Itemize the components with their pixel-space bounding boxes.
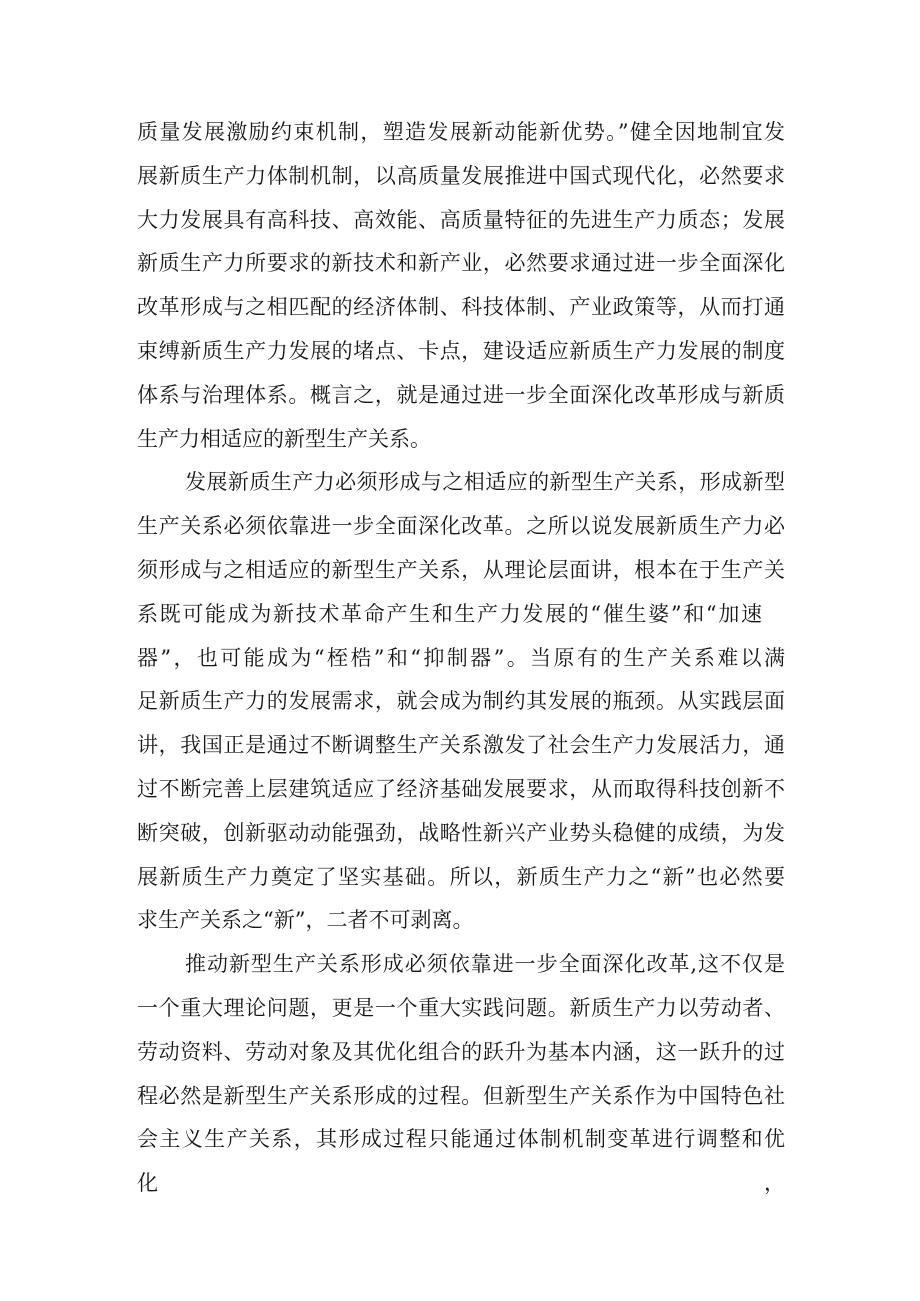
body-text <box>137 111 787 1196</box>
text-line: 推动新型生产关系形成必须依靠进一步全面深化改革,这不仅是 <box>185 952 785 977</box>
text-line: 断突破，创新驱动动能强劲，战略性新兴产业势头稳健的成绩，为发 <box>137 820 785 845</box>
text-line: 发展新质生产力必须形成与之相适应的新型生产关系，形成新型 <box>185 470 785 495</box>
text-line: 体系与治理体系。概言之，就是通过进一步全面深化改革形成与新质 <box>137 382 785 407</box>
text-line: 须形成与之相适应的新型生产关系，从理论层面讲，根本在于生产关 <box>137 557 785 582</box>
text-line: 生产关系必须依靠进一步全面深化改革。之所以说发展新质生产力必 <box>137 514 785 539</box>
text-line: 器”，也可能成为“桎梏”和“抑制器”。当原有的生产关系难以满 <box>137 645 785 670</box>
text-line: 生产力相适应的新型生产关系。 <box>137 426 431 451</box>
text-line: 求生产关系之“新”，二者不可剥离。 <box>137 908 474 933</box>
text-line: 足新质生产力的发展需求，就会成为制约其发展的瓶颈。从实践层面 <box>137 689 785 714</box>
text-line: 大力发展具有高科技、高效能、高质量特征的先进生产力质态；发展 <box>137 207 785 232</box>
text-line: 劳动资料、劳动对象及其优化组合的跃升为基本内涵，这一跃升的过 <box>137 1039 785 1064</box>
text-line: 程必然是新型生产关系形成的过程。但新型生产关系作为中国特色社 <box>137 1083 785 1108</box>
text-line: 展新质生产力体制机制，以高质量发展推进中国式现代化，必然要求 <box>137 163 785 188</box>
text-line: 一个重大理论问题，更是一个重大实践问题。新质生产力以劳动者、 <box>137 995 785 1020</box>
text-line: 质量发展激励约束机制，塑造发展新动能新优势。”健全因地制宜发 <box>137 120 785 144</box>
text-line: 讲，我国正是通过不断调整生产关系激发了社会生产力发展活力，通 <box>137 733 785 758</box>
text-line: 展新质生产力奠定了坚实基础。所以，新质生产力之“新”也必然要 <box>137 864 785 889</box>
paragraph-2 <box>137 461 787 943</box>
text-line: 会主义生产关系，其形成过程只能通过体制机制变革进行调整和优化， <box>137 1127 785 1196</box>
text-line: 过不断完善上层建筑适应了经济基础发展要求，从而取得科技创新不 <box>137 776 785 801</box>
text-line: 改革形成与之相匹配的经济体制、科技体制、产业政策等，从而打通 <box>137 295 785 320</box>
text-line: 束缚新质生产力发展的堵点、卡点，建设适应新质生产力发展的制度 <box>137 338 785 363</box>
text-line: 系既可能成为新技术革命产生和生产力发展的“催生婆”和“加速 <box>137 601 762 626</box>
paragraph-1 <box>137 111 787 461</box>
text-line: 新质生产力所要求的新技术和新产业，必然要求通过进一步全面深化 <box>137 251 785 276</box>
paragraph-3 <box>137 943 787 1196</box>
